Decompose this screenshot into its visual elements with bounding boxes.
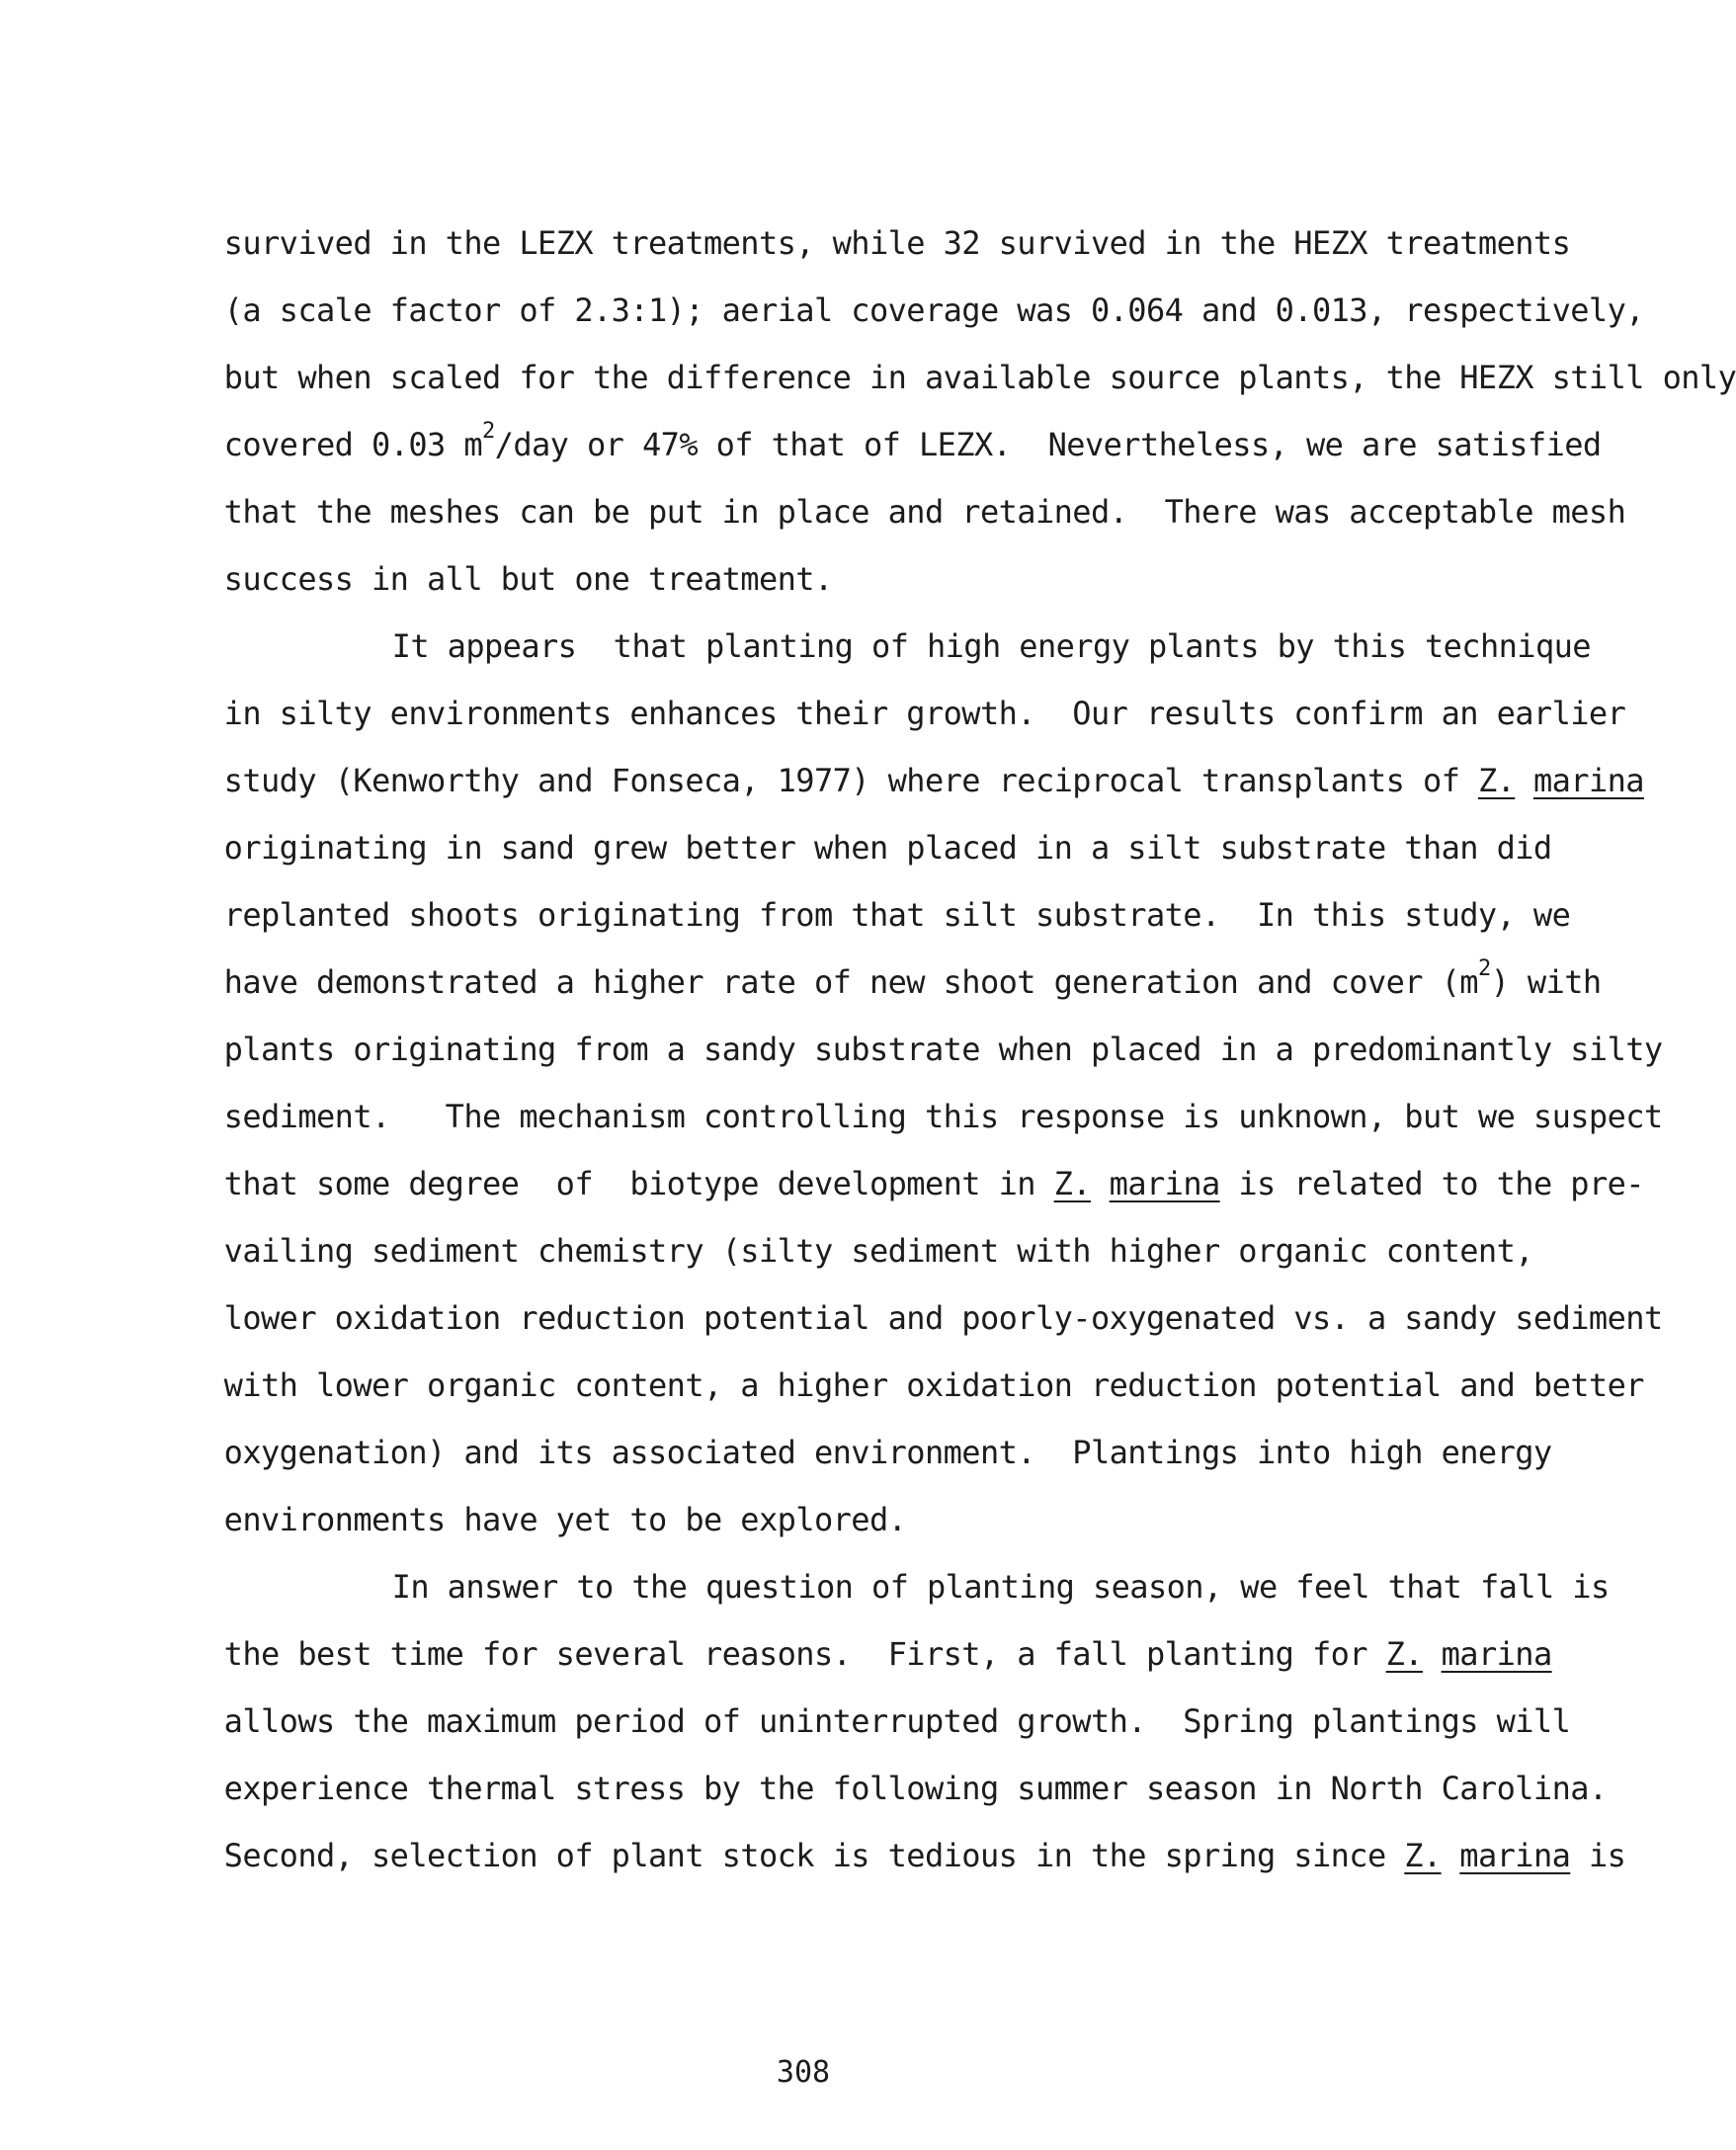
line-text: survived in the LEZX treatments, while 32 survived in the HEZX treatments: [223, 224, 1571, 262]
superscript: 2: [482, 419, 495, 445]
line-text: In answer to the question of planting season, we feel that fall is: [391, 1568, 1610, 1606]
species-genus: Z.: [1053, 1165, 1091, 1202]
spacer-text: [1442, 1837, 1460, 1874]
line-text: replanted shoots originating from that silt substrate. In this study, we: [223, 896, 1571, 934]
species-name: marina: [1109, 1165, 1220, 1202]
line-text: ) with: [1490, 963, 1602, 1001]
line-text: It appears that planting of high energy plants by this technique: [391, 627, 1591, 665]
line-text: the best time for several reasons. First, a fall planting for: [223, 1635, 1386, 1673]
page-number: 308: [776, 2055, 831, 2090]
line-text: originating in sand grew better when placed in a silt substrate than did: [223, 829, 1552, 867]
line-text: Second, selection of plant stock is tedious in the spring since: [223, 1837, 1405, 1874]
line-text: sediment. The mechanism controlling this response is unknown, but we suspect: [223, 1098, 1663, 1135]
species-name: marina: [1441, 1635, 1552, 1673]
line-text: experience thermal stress by the following summer season in North Carolina.: [223, 1770, 1608, 1807]
line-text: covered 0.03 m: [223, 426, 482, 463]
line-text: allows the maximum period of uninterrupted growth. Spring plantings will: [223, 1702, 1571, 1740]
line-text: with lower organic content, a higher oxidation reduction potential and better: [223, 1366, 1644, 1404]
species-genus: Z.: [1385, 1635, 1423, 1673]
species-genus: Z.: [1404, 1837, 1442, 1874]
line-text: is: [1570, 1837, 1626, 1874]
line-text: but when scaled for the difference in available source plants, the HEZX still only: [223, 359, 1736, 396]
line-text: in silty environments enhances their growth. Our results confirm an earlier: [223, 695, 1626, 732]
line-text: oxygenation) and its associated environment. Plantings into high energy: [223, 1434, 1552, 1471]
superscript: 2: [1477, 956, 1491, 982]
line-text: plants originating from a sandy substrate when placed in a predominantly silty: [223, 1031, 1663, 1068]
line-text: is related to the pre-: [1219, 1165, 1644, 1202]
species-genus: Z.: [1477, 762, 1516, 799]
line-text: /day or 47% of that of LEZX. Nevertheless, we are satisfied: [494, 426, 1602, 463]
species-name: marina: [1459, 1837, 1571, 1874]
text-line: [150, 1796, 1625, 1915]
species-name: marina: [1532, 762, 1644, 799]
line-text: environments have yet to be explored.: [223, 1501, 907, 1538]
line-text: study (Kenworthy and Fonseca, 1977) where reciprocal transplants of: [223, 762, 1478, 799]
line-text: success in all but one treatment.: [223, 560, 833, 598]
line-text: that some degree of biotype development in: [223, 1165, 1054, 1202]
line-text: vailing sediment chemistry (silty sediment with higher organic content,: [223, 1232, 1533, 1270]
line-text: that the meshes can be put in place and retained. There was acceptable mesh: [223, 493, 1626, 531]
line-text: lower oxidation reduction potential and poorly-oxygenated vs. a sandy sediment: [223, 1299, 1663, 1337]
line-text: have demonstrated a higher rate of new shoot generation and cover (m: [223, 963, 1478, 1001]
line-text: (a scale factor of 2.3:1); aerial coverage was 0.064 and 0.013, respectively,: [223, 291, 1644, 329]
